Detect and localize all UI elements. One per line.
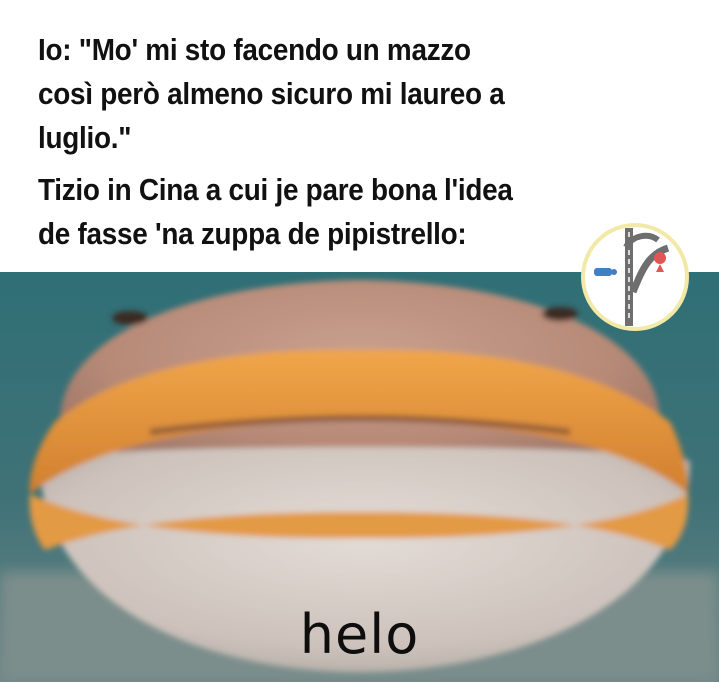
road-junction-icon bbox=[580, 222, 690, 332]
caption-line: Io: "Mo' mi sto facendo un mazzo bbox=[38, 32, 471, 67]
caption-line: Tizio in Cina a cui je pare bona l'idea bbox=[38, 172, 513, 207]
caption-first bbox=[38, 28, 505, 160]
meme-subtitle: helo bbox=[299, 603, 420, 666]
caption-second bbox=[38, 168, 513, 256]
caption-line: luglio." bbox=[38, 120, 132, 155]
caption-line: de fasse 'na zuppa de pipistrello: bbox=[38, 216, 467, 251]
caption-line: così però almeno sicuro mi laureo a bbox=[38, 76, 505, 111]
